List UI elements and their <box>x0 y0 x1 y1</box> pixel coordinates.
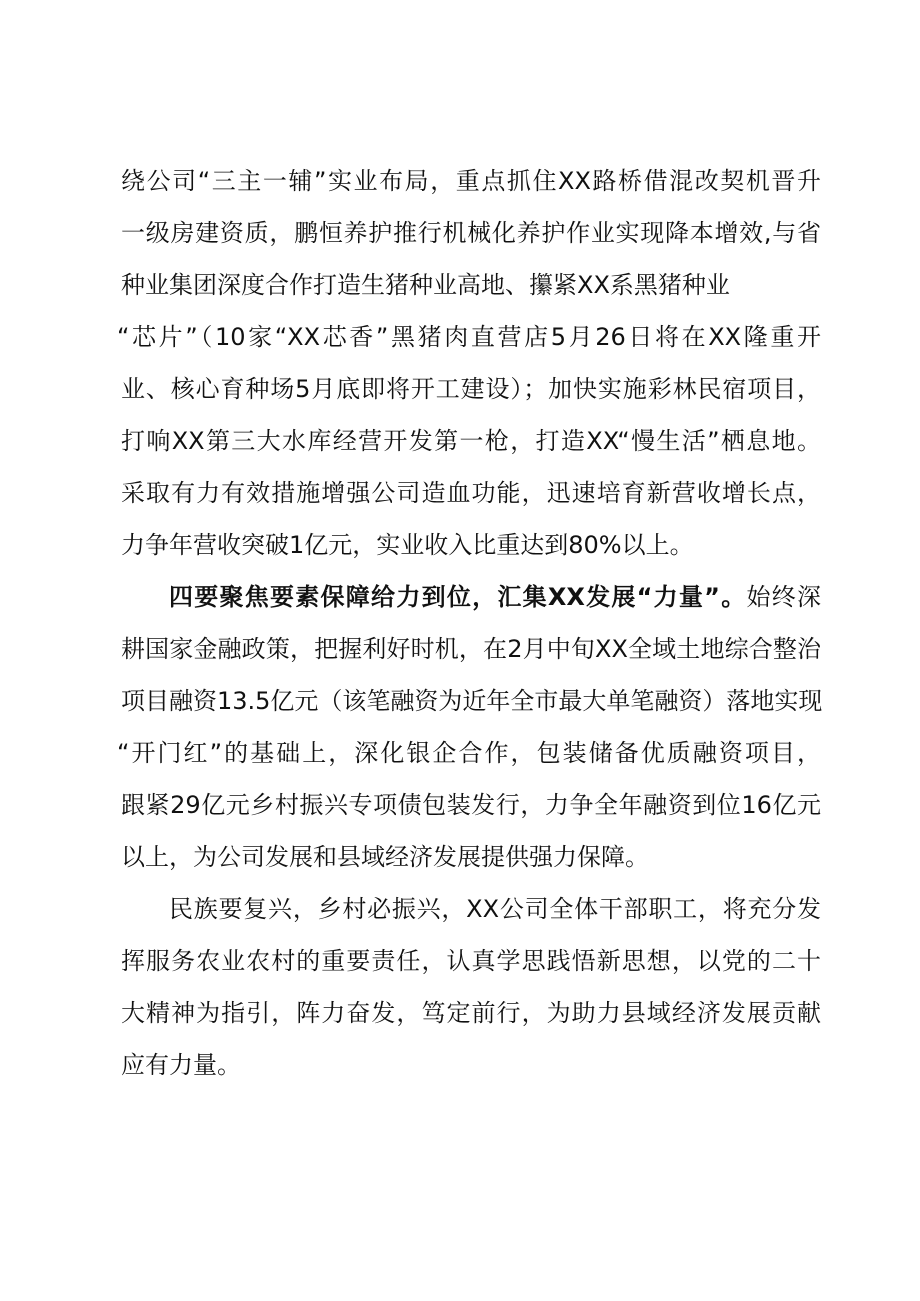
paragraph-1-line-1: 绕公司“三主一辅”实业布局，重点抓住XX路桥借混改契机晋升 <box>121 167 821 195</box>
paragraph-2-line-2: 耕国家金融政策，把握利好时机，在2月中旬XX全域土地综合整治 <box>121 635 821 663</box>
paragraph-2-line-1 <box>169 571 821 623</box>
paragraph-2-line-5: 跟紧29亿元乡村振兴专项债包装发行，力争全年融资到位16亿元 <box>121 791 821 819</box>
paragraph-2-line-4: “开门红”的基础上，深化银企合作，包装储备优质融资项目， <box>117 739 821 767</box>
paragraph-1-line-2: 一级房建资质，鹏恒养护推行机械化养护作业实现降本增效,与省 <box>121 219 821 247</box>
paragraph-1-line-7: 采取有力有效措施增强公司造血功能，迅速培育新营收增长点， <box>121 479 821 507</box>
section-heading: 四要聚焦要素保障给力到位，汇集XX发展“力量”。 <box>169 583 747 611</box>
paragraph-1-line-4: “芯片”（10家“XX芯香”黑猪肉直营店5月26日将在XX隆重开 <box>117 323 821 351</box>
paragraph-3-line-4: 应有力量。 <box>121 1051 241 1079</box>
paragraph-1-line-6: 打响XX第三大水库经营开发第一枪，打造XX“慢生活”栖息地。 <box>121 427 821 455</box>
paragraph-1-line-5: 业、核心育种场5月底即将开工建设）；加快实施彩林民宿项目， <box>121 375 821 403</box>
paragraph-3-line-3: 大精神为指引，阵力奋发，笃定前行，为助力县域经济发展贡献 <box>121 999 821 1027</box>
paragraph-2-line-3: 项目融资13.5亿元（该笔融资为近年全市最大单笔融资）落地实现 <box>121 687 823 715</box>
paragraph-2-line-1-rest: 始终深 <box>746 583 821 611</box>
paragraph-3-line-1: 民族要复兴，乡村必振兴，XX公司全体干部职工，将充分发 <box>169 895 821 923</box>
paragraph-2-line-6: 以上，为公司发展和县域经济发展提供强力保障。 <box>121 843 649 871</box>
paragraph-1-line-3: 种业集团深度合作打造生猪种业高地、攥紧XX系黑猪种业 <box>121 271 730 299</box>
paragraph-1-line-8: 力争年营收突破1亿元，实业收入比重达到80%以上。 <box>121 531 694 559</box>
paragraph-3-line-2: 挥服务农业农村的重要责任，认真学思践悟新思想，以党的二十 <box>121 947 821 975</box>
